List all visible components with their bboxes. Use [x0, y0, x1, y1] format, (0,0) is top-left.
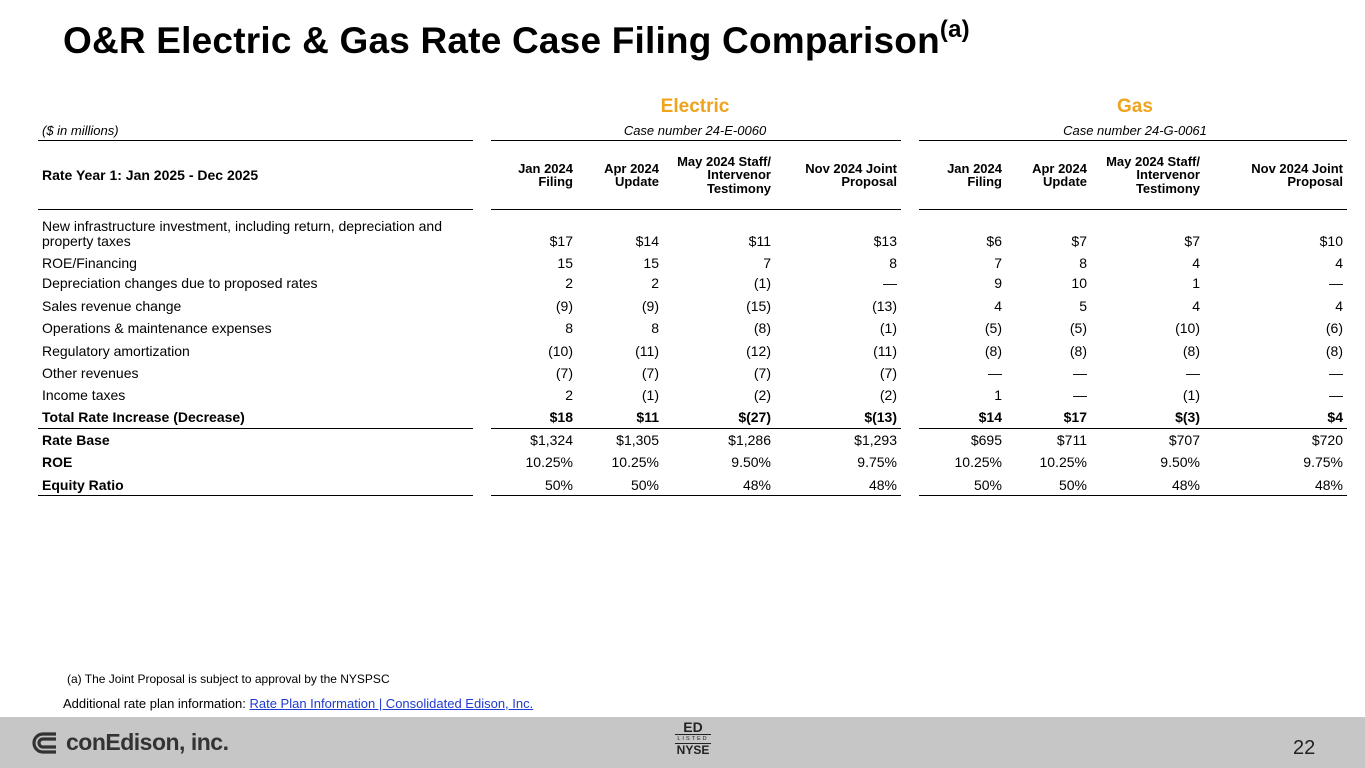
value-cell: (1)	[1182, 387, 1200, 403]
exchange-label: NYSE	[676, 743, 710, 757]
value-cell: $17	[1063, 409, 1087, 425]
value-cell: —	[1329, 365, 1343, 381]
gas-header: Gas	[1117, 96, 1153, 117]
title-footnote-marker: (a)	[939, 16, 970, 43]
value-cell: $14	[635, 233, 659, 249]
value-cell: (8)	[984, 343, 1002, 359]
rule-bottom-label	[38, 495, 473, 496]
row-label-line: property taxes	[42, 233, 131, 249]
value-cell: 10.25%	[1039, 454, 1087, 470]
value-cell: (12)	[746, 343, 771, 359]
column-header-line: Intervenor	[707, 167, 771, 183]
value-cell: $14	[978, 409, 1002, 425]
value-cell: 10	[1071, 275, 1087, 291]
value-cell: (7)	[753, 365, 771, 381]
value-cell: 50%	[630, 477, 659, 493]
additional-info	[63, 696, 533, 711]
column-header-line: Jan 2024	[518, 160, 573, 176]
value-cell: —	[988, 365, 1002, 381]
value-cell: 7	[994, 255, 1002, 271]
column-header	[912, 162, 1002, 189]
value-cell: $695	[970, 432, 1002, 448]
value-cell: 1	[1192, 275, 1200, 291]
value-cell: 50%	[1058, 477, 1087, 493]
nyse-listing-badge	[675, 720, 711, 757]
row-label: Depreciation changes due to proposed rates	[42, 275, 318, 291]
column-header-line: May 2024 Staff/	[677, 153, 771, 169]
value-cell: (10)	[1175, 320, 1200, 336]
value-cell: 48%	[868, 477, 897, 493]
value-cell: $6	[986, 233, 1002, 249]
value-cell: 1	[994, 387, 1002, 403]
column-header-line: Nov 2024 Joint	[1251, 160, 1343, 176]
value-cell: (8)	[1182, 343, 1200, 359]
rule-bottom-gas	[919, 495, 1347, 496]
value-cell: $17	[549, 233, 573, 249]
gas-case-number: Case number 24-G-0061	[1063, 123, 1207, 138]
value-cell: 4	[994, 298, 1002, 314]
rule-bottom-electric	[491, 495, 901, 496]
value-cell: 15	[557, 255, 573, 271]
value-cell: (10)	[548, 343, 573, 359]
row-label: Equity Ratio	[42, 477, 124, 493]
footnote: (a) The Joint Proposal is subject to approval by the NYSPSC	[67, 672, 390, 686]
value-cell: —	[1329, 275, 1343, 291]
value-cell: 9.75%	[1303, 454, 1343, 470]
value-cell: —	[1186, 365, 1200, 381]
logo-text: conEdison, inc.	[66, 729, 229, 755]
row-label: Rate Base	[42, 432, 110, 448]
value-cell: (5)	[984, 320, 1002, 336]
value-cell: 48%	[1314, 477, 1343, 493]
value-cell: (7)	[641, 365, 659, 381]
value-cell: 9	[994, 275, 1002, 291]
row-label: Other revenues	[42, 365, 139, 381]
units-note: ($ in millions)	[42, 123, 119, 138]
value-cell: 9.75%	[857, 454, 897, 470]
row-label: ROE	[42, 454, 73, 470]
rule-total-label	[38, 428, 473, 429]
row-label-line: New infrastructure investment, including return, depreciation and	[42, 218, 442, 234]
value-cell: (2)	[753, 387, 771, 403]
column-header	[777, 162, 897, 189]
value-cell: —	[1073, 365, 1087, 381]
value-cell: 5	[1079, 298, 1087, 314]
value-cell: 10.25%	[611, 454, 659, 470]
value-cell: —	[1073, 387, 1087, 403]
value-cell: $7	[1184, 233, 1200, 249]
value-cell: (1)	[641, 387, 659, 403]
conedison-logo	[30, 729, 228, 756]
value-cell: $1,305	[616, 432, 659, 448]
value-cell: —	[883, 275, 897, 291]
value-cell: 48%	[1171, 477, 1200, 493]
value-cell: 9.50%	[731, 454, 771, 470]
column-header	[483, 162, 573, 189]
value-cell: (1)	[753, 275, 771, 291]
rule-header-electric	[491, 209, 901, 210]
value-cell: $11	[636, 409, 659, 425]
row-label: ROE/Financing	[42, 255, 137, 271]
column-header-line: Jan 2024	[947, 160, 1002, 176]
value-cell: (13)	[872, 298, 897, 314]
column-header-line: Proposal	[1287, 174, 1343, 189]
value-cell: (11)	[873, 343, 897, 359]
value-cell: $7	[1071, 233, 1087, 249]
value-cell: $13	[873, 233, 897, 249]
value-cell: 7	[763, 255, 771, 271]
row-label: Sales revenue change	[42, 298, 182, 314]
rate-year-label: Rate Year 1: Jan 2025 - Dec 2025	[42, 167, 259, 183]
value-cell: 10.25%	[525, 454, 573, 470]
column-header	[661, 155, 771, 196]
value-cell: (6)	[1325, 320, 1343, 336]
value-cell: $18	[549, 409, 573, 425]
value-cell: 50%	[544, 477, 573, 493]
listed-label: LISTED	[675, 734, 711, 744]
page-title: O&R Electric & Gas Rate Case Filing Comparison$^{(a)}$	[63, 16, 970, 61]
value-cell: 4	[1335, 255, 1343, 271]
value-cell: 8	[651, 320, 659, 336]
rate-plan-link[interactable]: Rate Plan Information | Consolidated Edison, Inc.	[249, 696, 534, 711]
value-cell: (8)	[753, 320, 771, 336]
column-header-line: Intervenor	[1136, 167, 1200, 183]
value-cell: $720	[1311, 432, 1343, 448]
column-header-line: May 2024 Staff/	[1106, 153, 1200, 169]
row-label: Regulatory amortization	[42, 343, 190, 359]
rule-header-label	[38, 209, 473, 210]
value-cell: 48%	[742, 477, 771, 493]
value-cell: (7)	[555, 365, 573, 381]
value-cell: $(3)	[1175, 409, 1200, 425]
row-label: Income taxes	[42, 387, 126, 403]
value-cell: 4	[1192, 255, 1200, 271]
value-cell: $10	[1319, 233, 1343, 249]
value-cell: 2	[565, 387, 573, 403]
value-cell: $11	[748, 233, 771, 249]
value-cell: (5)	[1069, 320, 1087, 336]
column-header	[1090, 155, 1200, 196]
column-header-line: Apr 2024	[1032, 160, 1087, 176]
value-cell: 4	[1192, 298, 1200, 314]
value-cell: 15	[643, 255, 659, 271]
column-header-line: Proposal	[841, 174, 897, 189]
value-cell: (9)	[641, 298, 659, 314]
column-header-line: Testimony	[1135, 180, 1200, 196]
value-cell: (15)	[746, 298, 771, 314]
rule-top-label	[38, 140, 473, 141]
column-header	[579, 162, 659, 189]
value-cell: 8	[1079, 255, 1087, 271]
ticker-symbol: ED	[683, 719, 703, 735]
value-cell: 9.50%	[1160, 454, 1200, 470]
value-cell: 8	[889, 255, 897, 271]
electric-case-number: Case number 24-E-0060	[623, 123, 767, 138]
column-header	[1193, 162, 1343, 189]
value-cell: (8)	[1325, 343, 1343, 359]
value-cell: $1,293	[854, 432, 897, 448]
value-cell: (1)	[879, 320, 897, 336]
value-cell: 2	[565, 275, 573, 291]
value-cell: $1,286	[728, 432, 771, 448]
column-header-line: Update	[614, 174, 659, 189]
column-header-line: Update	[1042, 174, 1087, 189]
row-label: Operations & maintenance expenses	[42, 320, 272, 336]
value-cell: 8	[565, 320, 573, 336]
column-header-line: Nov 2024 Joint	[805, 160, 897, 176]
value-cell: $711	[1056, 432, 1087, 448]
value-cell: 50%	[973, 477, 1002, 493]
value-cell: (7)	[879, 365, 897, 381]
additional-info-prefix: Additional rate plan information:	[63, 696, 246, 711]
rule-total-gas	[919, 428, 1347, 429]
value-cell: 10.25%	[954, 454, 1002, 470]
row-label	[42, 219, 442, 249]
column-header-line: Filing	[538, 174, 573, 189]
value-cell: $(13)	[864, 409, 897, 425]
value-cell: (9)	[555, 298, 573, 314]
value-cell: (8)	[1069, 343, 1087, 359]
value-cell: (2)	[879, 387, 897, 403]
column-header-line: Apr 2024	[604, 160, 659, 176]
value-cell: —	[1329, 387, 1343, 403]
column-header	[1007, 162, 1087, 189]
rule-header-gas	[919, 209, 1347, 210]
rule-top-electric	[491, 140, 901, 141]
rule-top-gas	[919, 140, 1347, 141]
value-cell: 2	[651, 275, 659, 291]
value-cell: $707	[1168, 432, 1200, 448]
electric-header: Electric	[660, 96, 730, 117]
value-cell: $4	[1327, 409, 1343, 425]
value-cell: $(27)	[738, 409, 771, 425]
value-cell: $1,324	[530, 432, 573, 448]
page-number: 22	[1293, 737, 1316, 759]
value-cell: 4	[1335, 298, 1343, 314]
column-header-line: Testimony	[706, 180, 771, 196]
column-header-line: Filing	[967, 174, 1002, 189]
conedison-mark-icon	[30, 730, 62, 756]
rule-total-electric	[491, 428, 901, 429]
value-cell: (11)	[635, 343, 659, 359]
row-label: Total Rate Increase (Decrease)	[42, 409, 245, 425]
